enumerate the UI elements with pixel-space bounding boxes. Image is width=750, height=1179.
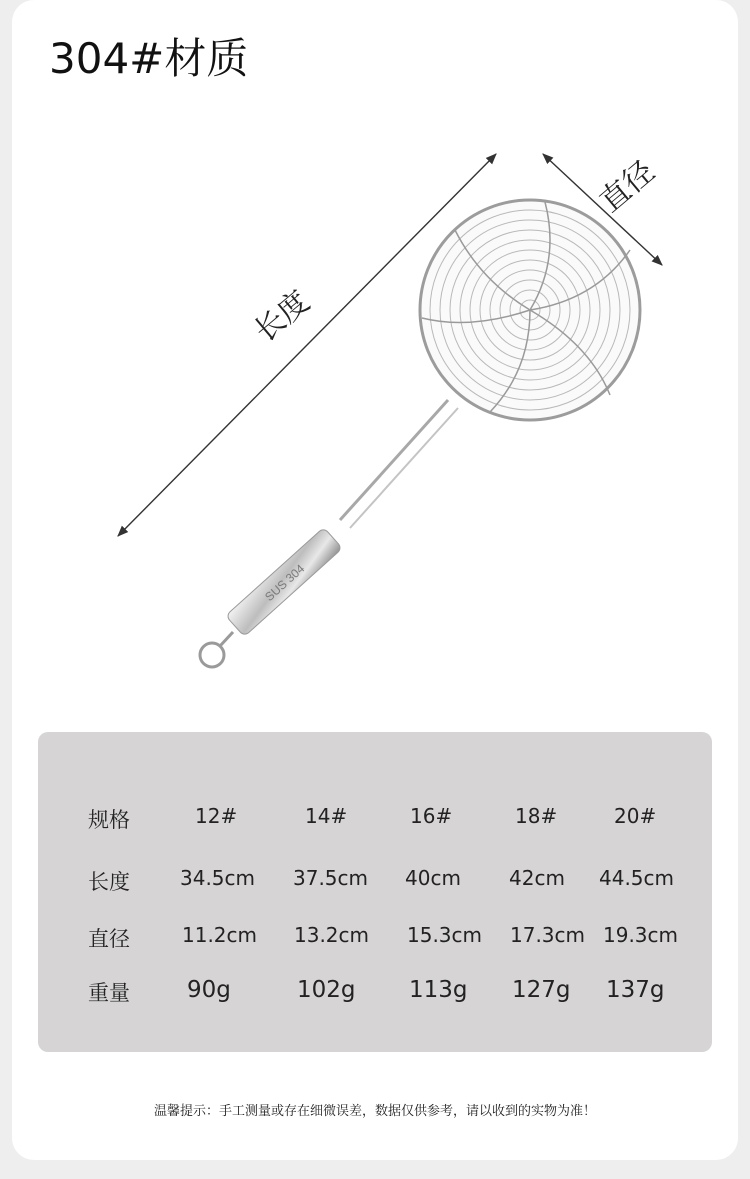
table-cell: 14# [305, 804, 348, 828]
table-cell: 34.5cm [180, 866, 256, 890]
table-cell: 17.3cm [510, 923, 586, 947]
row-label: 长度 [88, 870, 130, 894]
table-cell: 13.2cm [294, 923, 370, 947]
table-cell: 18# [515, 804, 558, 828]
spec-row-diameter [38, 923, 712, 963]
table-cell: 44.5cm [599, 866, 675, 890]
hanging-ring [200, 643, 224, 667]
spec-row-size [38, 804, 712, 844]
table-cell: 40cm [405, 866, 461, 890]
mesh-basket [420, 200, 640, 420]
table-cell: 11.2cm [182, 923, 258, 947]
table-cell: 16# [410, 804, 453, 828]
diameter-label: 直径 [593, 153, 662, 220]
handle-engraving: SUS 304 [262, 561, 308, 605]
table-cell: 90g [187, 977, 231, 1003]
table-cell: 37.5cm [293, 866, 369, 890]
table-cell: 42cm [509, 866, 565, 890]
length-label: 长度 [248, 283, 317, 350]
table-cell: 12# [195, 804, 238, 828]
table-cell: 15.3cm [407, 923, 483, 947]
spec-table [38, 732, 712, 1052]
row-label: 重量 [88, 981, 130, 1005]
table-cell: 137g [606, 977, 665, 1003]
table-cell: 19.3cm [603, 923, 679, 947]
table-cell: 113g [409, 977, 468, 1003]
spec-row-length [38, 866, 712, 906]
table-cell: 20# [614, 804, 657, 828]
table-cell: 102g [297, 977, 356, 1003]
strainer-handle [226, 527, 343, 636]
disclaimer-note: 温馨提示：手工测量或存在细微误差，数据仅供参考，请以收到的实物为准！ [153, 1104, 596, 1119]
table-cell: 127g [512, 977, 571, 1003]
page-title: 304#材质 [49, 34, 249, 83]
spec-row-weight [38, 977, 712, 1017]
row-label: 规格 [88, 808, 130, 832]
row-label: 直径 [88, 927, 130, 951]
